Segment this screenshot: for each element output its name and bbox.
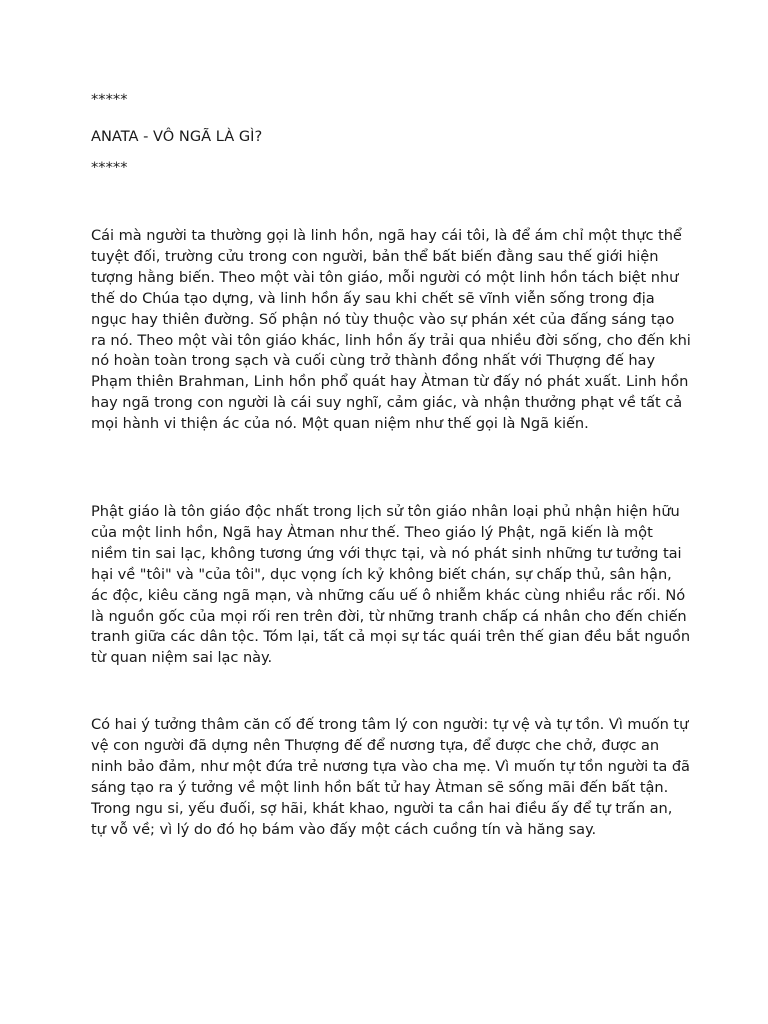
paragraph-2: Phật giáo là tôn giáo độc nhất trong lịch sử tôn giáo nhân loại phủ nhận hiện hữu của một linh hồn, Ngã hay Àtman như thế. Theo giáo lý Phật, ngã kiến là một niềm tin sai lạc, không tương ứng với thực tại, và nó phát sinh những tư tưởng tai hại về "tôi" và "của tôi", dục vọng ích kỷ không biết chán, sự chấp thủ, sân hận, ác độc, kiêu căng ngã mạn, và những cấu uế ô nhiễm khác cùng nhiều rắc rối. Nó là nguồn gốc của mọi rối ren trên đời, từ những tranh chấp cá nhân cho đến chiến tranh giữa các dân tộc. Tóm lại, tất cả mọi sự tác quái trên thế gian đều bắt nguồn từ quan niệm sai lạc này. [91,503,691,667]
paragraph-3: Có hai ý tưởng thâm căn cố đế trong tâm lý con người: tự vệ và tự tồn. Vì muốn tự vệ con người đã dựng nên Thượng đế để nương tựa, để được che chở, được an ninh bảo đảm, như một đứa trẻ nương tựa vào cha mẹ. Vì muốn tự tồn người ta đã sáng tạo ra ý tưởng về một linh hồn bất tử hay Àtman sẽ sống mãi đến bất tận. Trong ngu si, yếu đuối, sợ hãi, khát khao, người ta cần hai điều ấy để tự trấn an, tự vỗ về; vì lý do đó họ bám vào đấy một cách cuồng tín và hăng say. [91,716,690,838]
separator-top: ***** [91,91,128,108]
page-title: ANATA - VÔ NGÃ LÀ GÌ? [91,128,263,145]
separator-bottom: ***** [91,159,128,176]
paragraph-1: Cái mà người ta thường gọi là linh hồn, ngã hay cái tôi, là để ám chỉ một thực thể tuyệt đối, trường cửu trong con người, bản thể bất biến đằng sau thế giới hiện tượng hằng biến. Theo một vài tôn giáo, mỗi người có một linh hồn tách biệt như thế do Chúa tạo dựng, và linh hồn ấy sau khi chết sẽ vĩnh viễn sống trong địa ngục hay thiên đường. Số phận nó tùy thuộc vào sự phán xét của đấng sáng tạo ra nó. Theo một vài tôn giáo khác, linh hồn ấy trải qua nhiều đời sống, cho đến khi nó hoàn toàn trong sạch và cuối cùng trở thành đồng nhất với Thượng đế hay Phạm thiên Brahman, Linh hồn phổ quát hay Àtman từ đấy nó phát xuất. Linh hồn hay ngã trong con người là cái suy nghĩ, cảm giác, và nhận thưởng phạt về tất cả mọi hành vi thiện ác của nó. Một quan niệm như thế gọi là Ngã kiến. [91,227,691,433]
